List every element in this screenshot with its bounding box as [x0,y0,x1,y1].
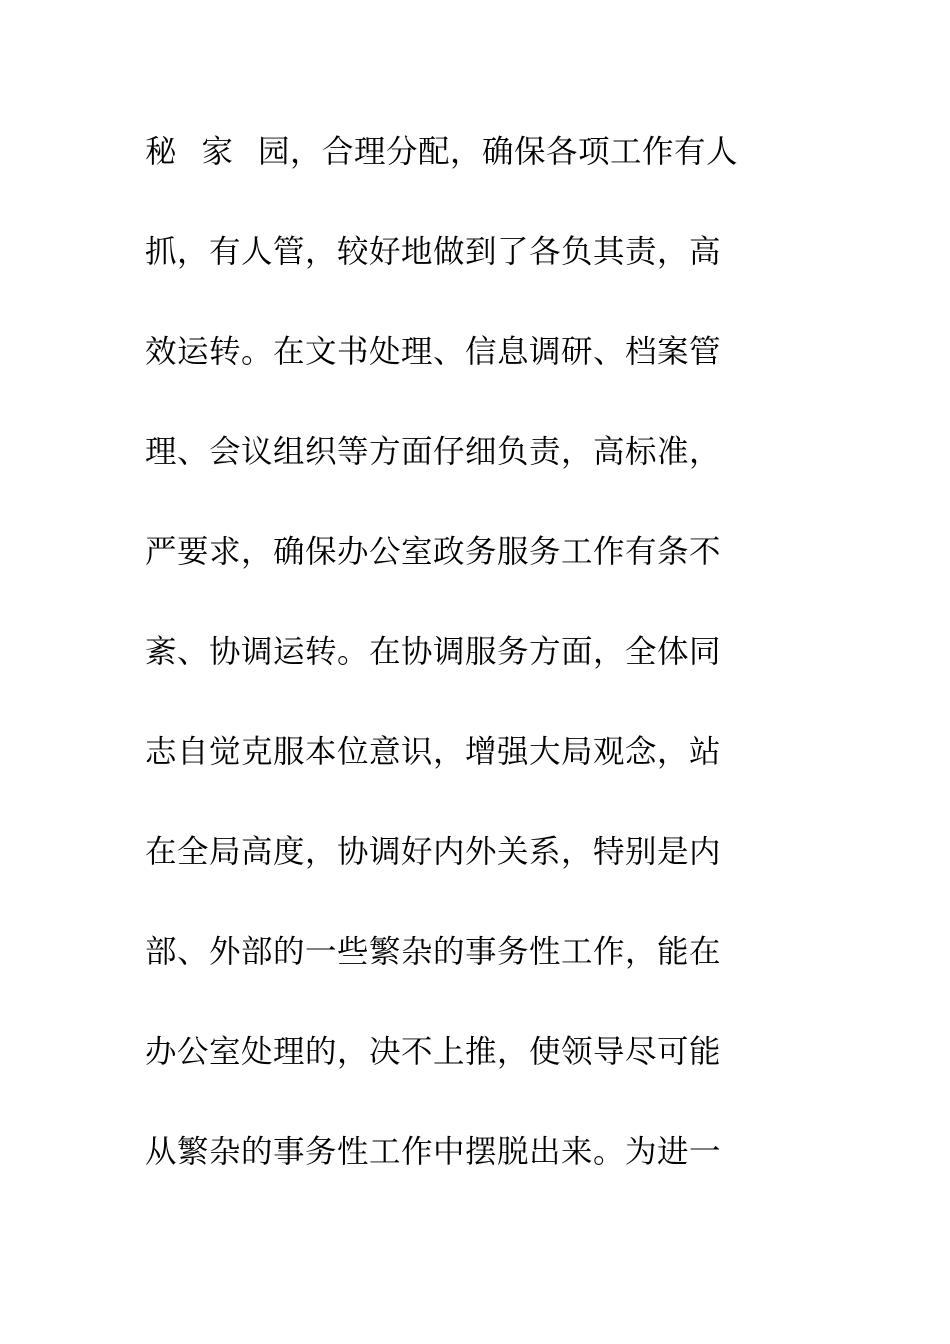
body-text [145,126,785,1226]
text-line-3: 效运转。在文书处理、信息调研、档案管 [145,334,722,370]
text-line-6: 紊、协调运转。在协调服务方面，全体同 [145,634,722,670]
text-line-9: 部、外部的一些繁杂的事务性工作，能在 [145,934,722,970]
text-line-11: 从繁杂的事务性工作中摆脱出来。为进一 [145,1134,722,1170]
text-line-8: 在全局高度，协调好内外关系，特别是内 [145,834,722,870]
text-line-7: 志自觉克服本位意识，增强大局观念，站 [145,734,722,770]
text-line-4: 理、会议组织等方面仔细负责，高标准， [145,434,722,470]
text-line-2: 抓，有人管，较好地做到了各负其责，高 [145,234,722,270]
text-line-5: 严要求，确保办公室政务服务工作有条不 [145,534,722,570]
text-line-1: 秘 家 园，合理分配，确保各项工作有人 [145,134,739,170]
text-line-10: 办公室处理的，决不上推，使领导尽可能 [145,1034,722,1070]
